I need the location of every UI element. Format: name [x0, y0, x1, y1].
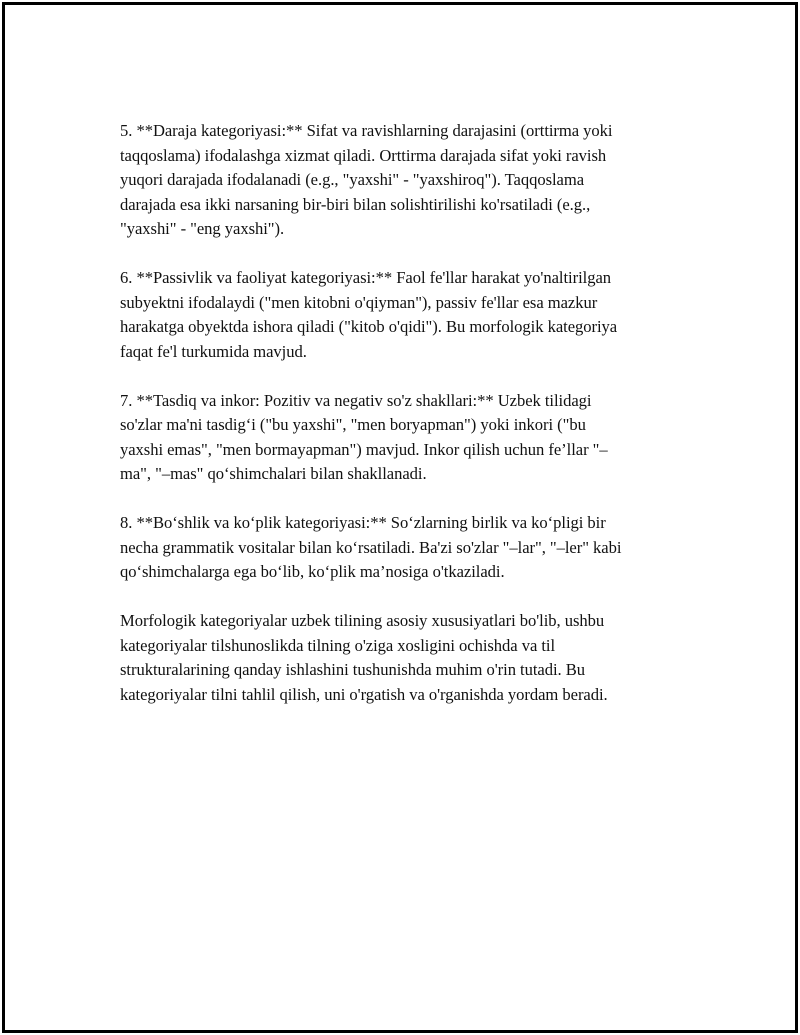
paragraph-tasdiq-va-inkor: 7. **Tasdiq va inkor: Pozitiv va negativ so'z shakllari:** Uzbek tilidagi so'zlar ma'ni tasdig‘i ("bu yaxshi", "men boryapman") yoki inkori ("bu yaxshi emas", "men bormayapman") mavjud. Inkor qilish uchun fe’llar "– ma", "–mas" qo‘shimchalari bilan shakllanadi. [120, 390, 608, 483]
paragraph-daraja-kategoriyasi: 5. **Daraja kategoriyasi:** Sifat va ravishlarning darajasini (orttirma yoki taqqoslama) ifodalashga xizmat qiladi. Orttirma darajada sifat yoki ravish yuqori darajada ifodalanadi (e.g., "yaxshi" - "yaxshiroq"). Taqqoslama darajada esa ikki narsaning bir-biri bilan solishtirilishi ko'rsatiladi (e.g., "yaxshi" - "eng yaxshi"). [120, 121, 613, 238]
paragraph-birlik-va-koplik: 8. **Bo‘shlik va ko‘plik kategoriyasi:** So‘zlarning birlik va ko‘pligi bir necha grammatik vositalar bilan ko‘rsatiladi. Ba'zi so'zlar "–lar", "–ler" kabi qo‘shimchalarga ega bo‘lib, ko‘plik ma’nosiga o'tkaziladi. [120, 513, 622, 581]
page-frame [2, 2, 798, 1033]
page-body [120, 119, 685, 732]
paragraph-passivlik-va-faoliyat: 6. **Passivlik va faoliyat kategoriyasi:** Faol fe'llar harakat yo'naltirilgan subyektni ifodalaydi ("men kitobni o'qiyman"), passiv fe'llar esa mazkur harakatga obyektda ishora qiladi ("kitob o'qidi"). Bu morfologik kategoriya faqat fe'l turkumida mavjud. [120, 268, 618, 361]
paragraph-conclusion: Morfologik kategoriyalar uzbek tilining asosiy xususiyatlari bo'lib, ushbu kategoriyalar tilshunoslikda tilning o'ziga xosligini ochishda va til strukturalarining qanday ishlashini tushunishda muhim o'rin tutadi. Bu kategoriyalar tilni tahlil qilish, uni o'rgatish va o'rganishda yordam beradi. [120, 611, 608, 704]
